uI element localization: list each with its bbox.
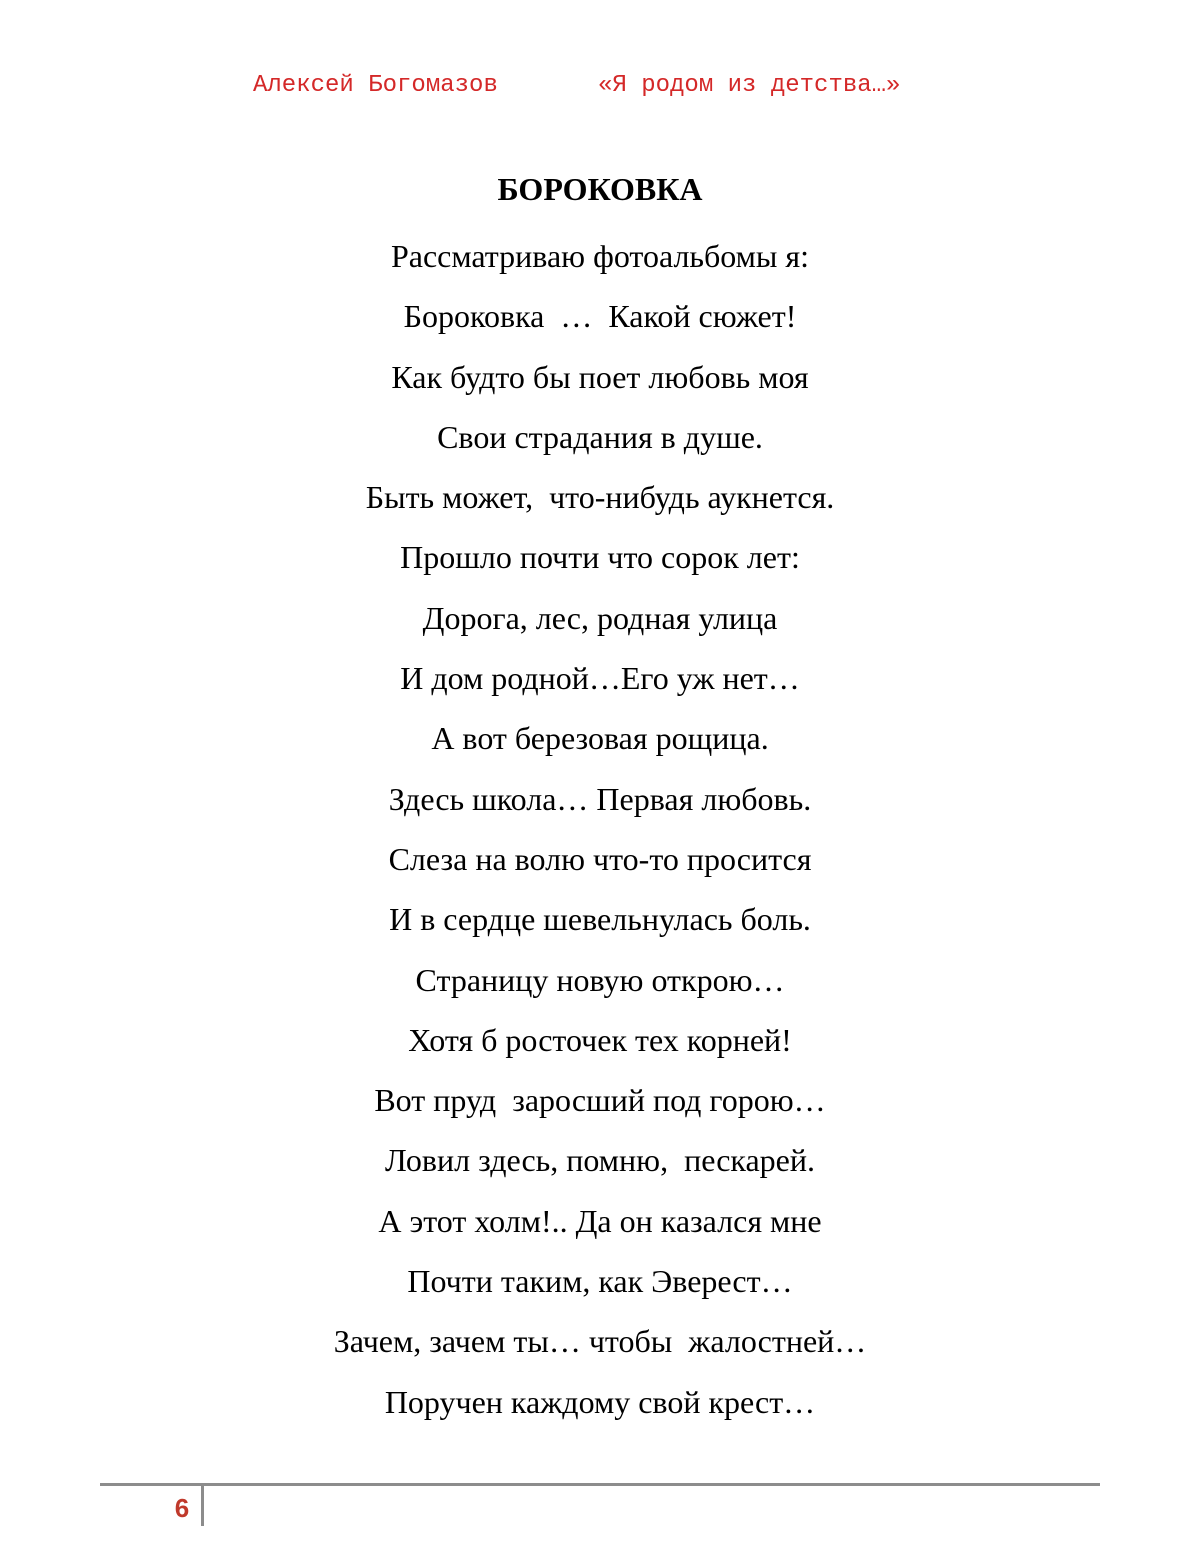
poem-line: Бороковка … Какой сюжет! — [403, 298, 797, 335]
header-author: Алексей Богомазов — [253, 72, 498, 99]
poem-line: А этот холм!.. Да он казался мне — [378, 1202, 822, 1239]
footer-divider — [100, 1483, 1100, 1486]
poem-line: Как будто бы поет любовь моя — [391, 358, 809, 395]
poem-line: Поручен каждому свой крест… — [384, 1383, 816, 1420]
poem-line: Дорога, лес, родная улица — [422, 599, 778, 636]
poem-line: А вот березовая рощица. — [431, 720, 769, 757]
poem-body — [0, 226, 1200, 1432]
poem-line: Здесь школа… Первая любовь. — [388, 780, 812, 817]
poem-line: Зачем, зачем ты… чтобы жалостней… — [333, 1323, 867, 1360]
poem-line: Почти таким, как Эверест… — [407, 1263, 793, 1300]
poem-line: Слеза на волю что-то просится — [388, 840, 812, 877]
page-number-divider — [201, 1486, 204, 1526]
poem-line: Быть может, что-нибудь аукнется. — [365, 479, 835, 516]
poem-line: Хотя б росточек тех корней! — [408, 1021, 792, 1058]
running-header — [0, 68, 1200, 104]
poem-line: Вот пруд заросший под горою… — [374, 1082, 826, 1119]
poem-line: Страницу новую открою… — [415, 961, 785, 998]
poem-line: И в сердце шевельнулась боль. — [389, 901, 811, 938]
header-book-title: «Я родом из детства…» — [598, 72, 901, 99]
page-number: 6 — [174, 1493, 190, 1523]
poem-line: Ловил здесь, помню, пескарей. — [385, 1142, 815, 1179]
poem-line: Прошло почти что сорок лет: — [400, 539, 800, 576]
poem-title: БОРОКОВКА — [497, 171, 703, 207]
poem-line: Рассматриваю фотоальбомы я: — [390, 238, 810, 274]
poem-line: Свои страдания в душе. — [437, 418, 763, 455]
poem-line: И дом родной…Его уж нет… — [400, 660, 800, 697]
